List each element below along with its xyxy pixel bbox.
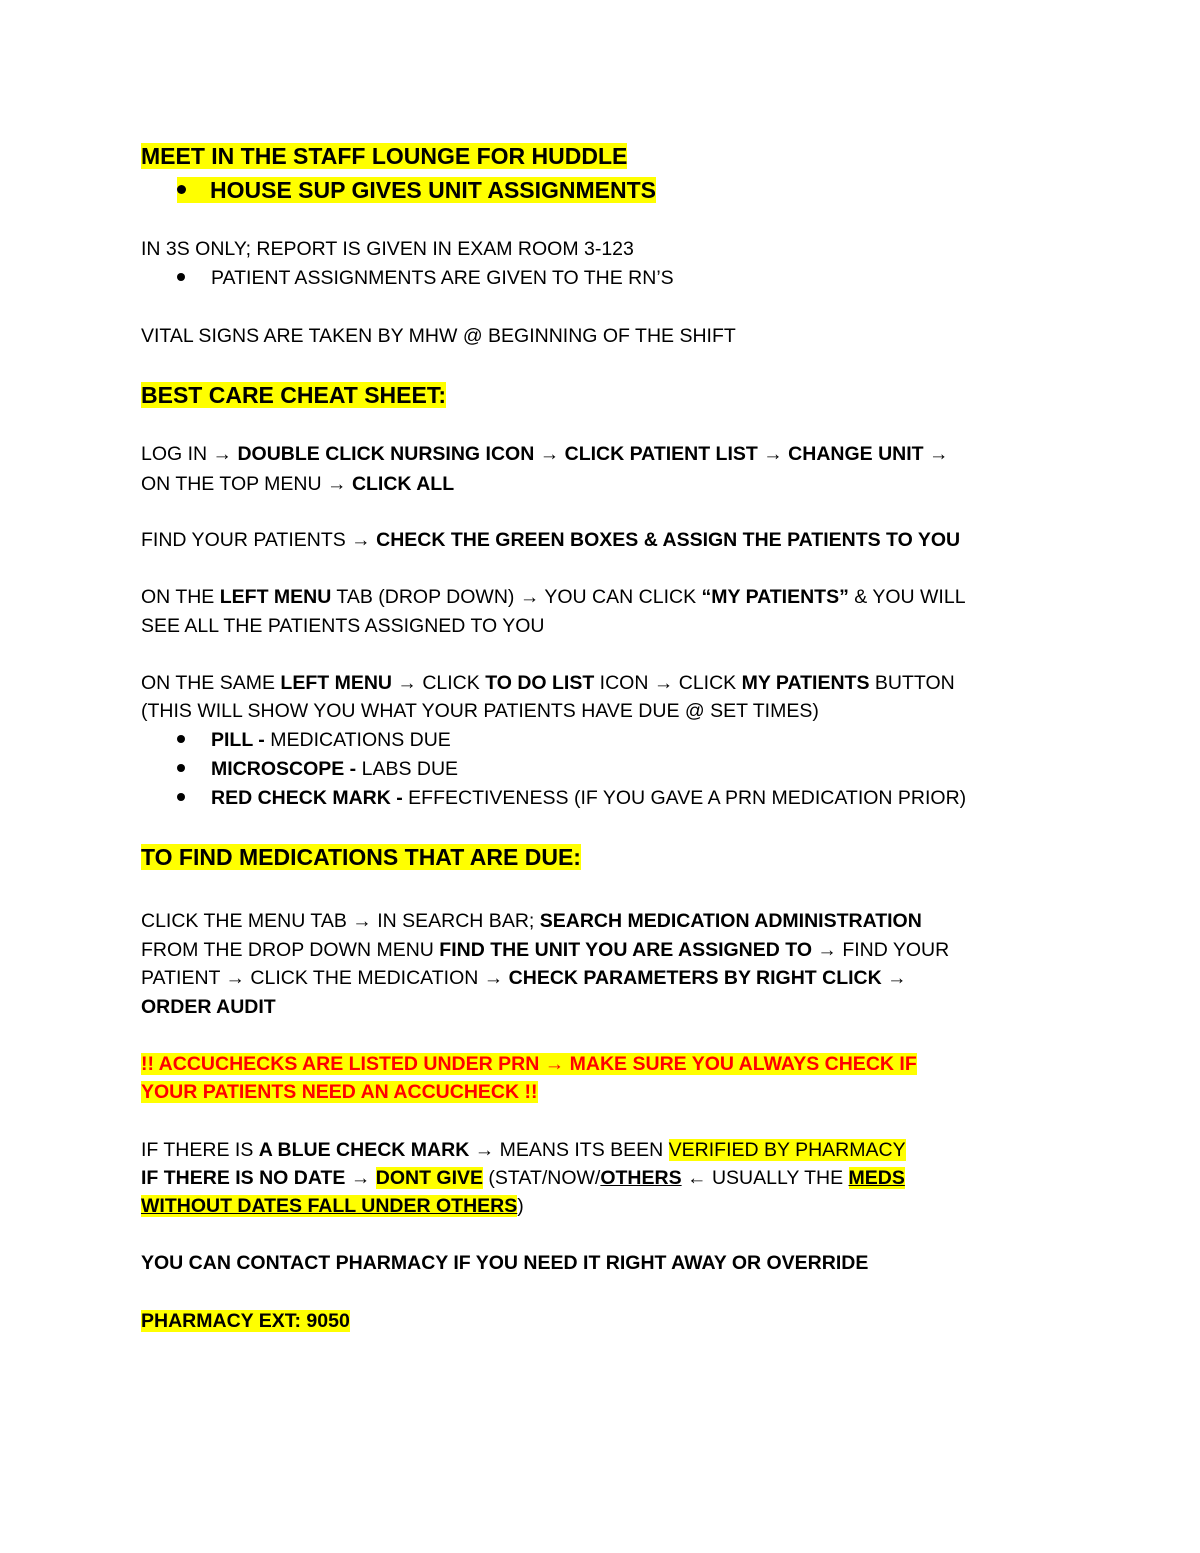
meds-line-3: PATIENT → CLICK THE MEDICATION → CHECK PARAMETERS BY RIGHT CLICK →: [141, 967, 907, 989]
huddle-bullet-text: HOUSE SUP GIVES UNIT ASSIGNMENTS: [177, 177, 656, 203]
report-line: IN 3S ONLY; REPORT IS GIVEN IN EXAM ROOM 3-123: [141, 238, 634, 260]
meds-line-4: ORDER AUDIT: [141, 996, 276, 1018]
accucheck-warning-line-2: YOUR PATIENTS NEED AN ACCUCHECK !!: [141, 1081, 538, 1103]
accucheck-warning-line-1: !! ACCUCHECKS ARE LISTED UNDER PRN → MAKE SURE YOU ALWAYS CHECK IF: [141, 1053, 917, 1075]
meds-line-2: FROM THE DROP DOWN MENU FIND THE UNIT YOU ARE ASSIGNED TO → FIND YOUR: [141, 939, 950, 961]
no-date-line-1: IF THERE IS NO DATE → DONT GIVE (STAT/NOW/OTHERS ← USUALLY THE MEDS: [141, 1167, 905, 1189]
huddle-bullet: [177, 177, 656, 203]
bullet-icon: [177, 273, 185, 281]
pill-bullet: PILL - MEDICATIONS DUE: [177, 727, 451, 753]
todo-line-1: ON THE SAME LEFT MENU → CLICK TO DO LIST ICON → CLICK MY PATIENTS BUTTON: [141, 672, 955, 694]
blue-check-line: IF THERE IS A BLUE CHECK MARK → MEANS ITS BEEN VERIFIED BY PHARMACY: [141, 1139, 906, 1161]
huddle-heading: MEET IN THE STAFF LOUNGE FOR HUDDLE: [141, 143, 628, 169]
medications-heading: TO FIND MEDICATIONS THAT ARE DUE:: [141, 844, 581, 870]
contact-pharmacy-line: YOU CAN CONTACT PHARMACY IF YOU NEED IT RIGHT AWAY OR OVERRIDE: [141, 1252, 869, 1274]
cheat-sheet-heading: BEST CARE CHEAT SHEET:: [141, 382, 446, 408]
login-steps-line-2: ON THE TOP MENU → CLICK ALL: [141, 473, 455, 495]
pharmacy-ext-line: PHARMACY EXT: 9050: [141, 1310, 350, 1332]
bullet-icon: [177, 185, 186, 194]
meds-line-1: CLICK THE MENU TAB → IN SEARCH BAR; SEARCH MEDICATION ADMINISTRATION: [141, 910, 922, 932]
todo-line-2: (THIS WILL SHOW YOU WHAT YOUR PATIENTS HAVE DUE @ SET TIMES): [141, 700, 819, 722]
vitals-line: VITAL SIGNS ARE TAKEN BY MHW @ BEGINNING OF THE SHIFT: [141, 325, 736, 347]
bullet-icon: [177, 764, 185, 772]
login-steps-line-1: LOG IN → DOUBLE CLICK NURSING ICON → CLICK PATIENT LIST → CHANGE UNIT →: [141, 443, 949, 465]
left-menu-line-2: SEE ALL THE PATIENTS ASSIGNED TO YOU: [141, 615, 545, 637]
red-check-bullet: RED CHECK MARK - EFFECTIVENESS (IF YOU GAVE A PRN MEDICATION PRIOR): [177, 785, 966, 811]
report-bullet: PATIENT ASSIGNMENTS ARE GIVEN TO THE RN’S: [177, 265, 674, 291]
bullet-icon: [177, 735, 185, 743]
find-patients-line: FIND YOUR PATIENTS → CHECK THE GREEN BOXES & ASSIGN THE PATIENTS TO YOU: [141, 529, 961, 551]
microscope-bullet: MICROSCOPE - LABS DUE: [177, 756, 458, 782]
no-date-line-2: WITHOUT DATES FALL UNDER OTHERS): [141, 1195, 524, 1217]
bullet-icon: [177, 793, 185, 801]
left-menu-line-1: ON THE LEFT MENU TAB (DROP DOWN) → YOU CAN CLICK “MY PATIENTS” & YOU WILL: [141, 586, 966, 608]
